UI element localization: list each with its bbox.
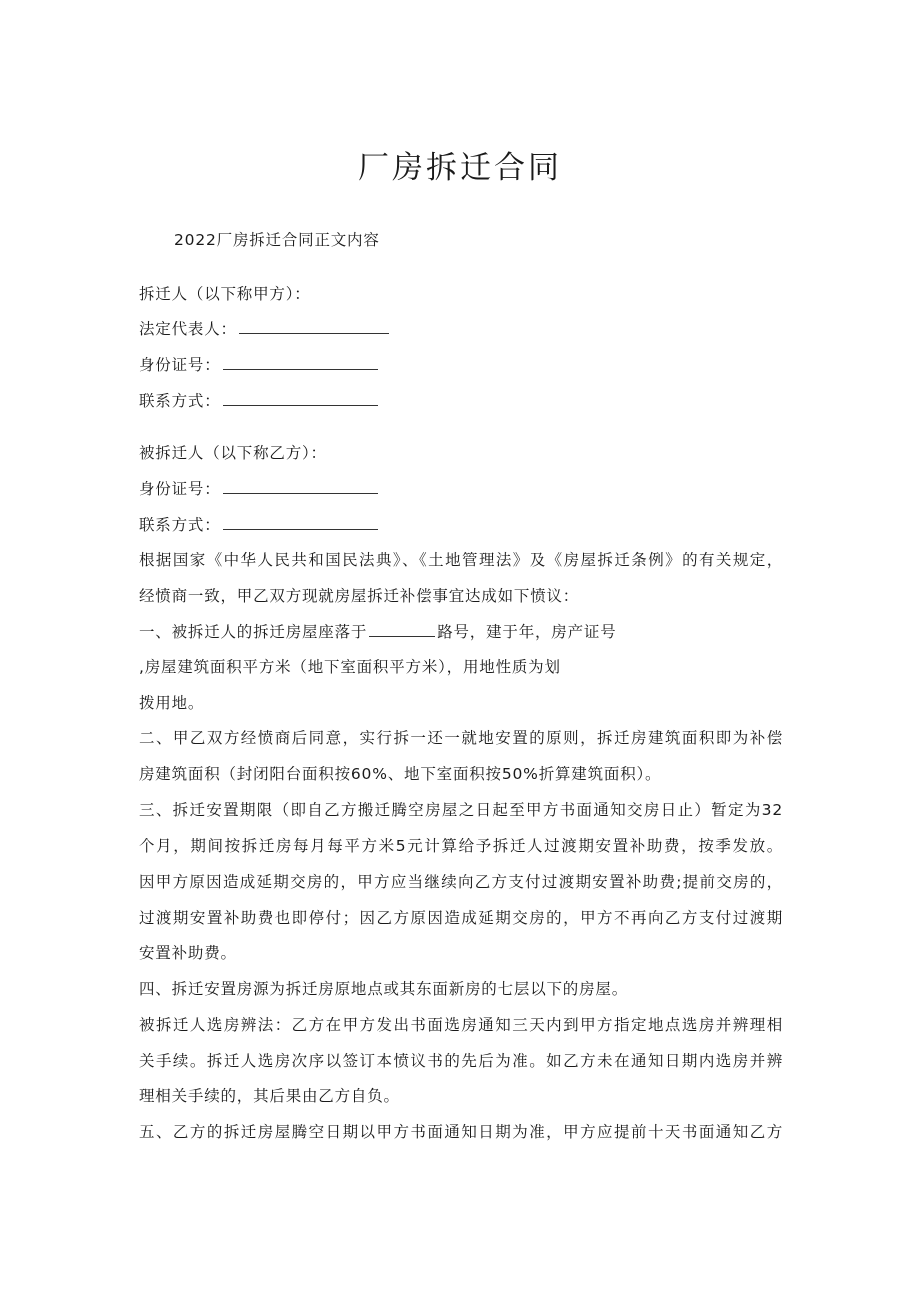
clause-1-suffix: 路号，建于年，房产证号 <box>437 623 617 641</box>
clause-4-line-3: 关手续。拆迁人选房次序以签订本愤议书的先后为准。如乙方未在通知日期内选房并辨 <box>139 1052 783 1070</box>
party-b-contact-blank <box>223 515 378 530</box>
party-b-contact-row <box>139 513 378 537</box>
clause-1-line-2: ,房屋建筑面积平方米（地下室面积平方米），用地性质为划 <box>139 658 561 676</box>
clause-1-road-blank <box>369 622 435 637</box>
party-a-rep-blank <box>239 319 389 334</box>
party-b-heading: 被拆迁人（以下称乙方）： <box>139 444 327 462</box>
document-title: 厂房拆迁合同 <box>358 150 562 186</box>
party-a-heading: 拆迁人（以下称甲方）： <box>139 285 311 303</box>
party-a-contact-label: 联系方式： <box>139 392 221 410</box>
clause-3-line-5: 安置补助费。 <box>139 944 237 962</box>
party-a-rep-label: 法定代表人： <box>139 320 237 338</box>
party-a-id-label: 身份证号： <box>139 356 221 374</box>
intro-line-1: 根据国家《中华人民共和国民法典》、《土地管理法》及《房屋拆迁条例》的有关规定， <box>139 551 783 569</box>
party-a-contact-blank <box>223 391 378 406</box>
intro-line-2: 经愤商一致，甲乙双方现就房屋拆迁补偿事宜达成如下愤议： <box>139 587 580 605</box>
party-a-id-row <box>139 353 378 377</box>
party-a-id-blank <box>223 355 378 370</box>
party-a-rep-row <box>139 317 389 341</box>
clause-3-line-1: 三、拆迁安置期限（即自乙方搬迁腾空房屋之日起至甲方书面通知交房日止）暂定为32 <box>139 801 783 819</box>
clause-5-line-1: 五、乙方的拆迁房屋腾空日期以甲方书面通知日期为准，甲方应提前十天书面通知乙方 <box>139 1123 783 1141</box>
clause-4-line-1: 四、拆迁安置房源为拆迁房原地点或其东面新房的七层以下的房屋。 <box>139 980 629 998</box>
clause-2-line-1: 二、甲乙双方经愤商后同意，实行拆一还一就地安置的原则，拆迁房建筑面积即为补偿 <box>139 729 783 747</box>
party-b-id-blank <box>223 479 378 494</box>
clause-1-prefix: 一、被拆迁人的拆迁房屋座落于 <box>139 623 368 641</box>
clause-4-line-4: 理相关手续的，其后果由乙方自负。 <box>139 1087 400 1105</box>
clause-3-line-2: 个月，期间按拆迁房每月每平方米5元计算给予拆迁人过渡期安置补助费，按季发放。 <box>139 837 783 855</box>
clause-2-line-2: 房建筑面积（封闭阳台面积按60%、地下室面积按50%折算建筑面积）。 <box>139 765 662 783</box>
party-b-contact-label: 联系方式： <box>139 516 221 534</box>
clause-3-line-4: 过渡期安置补助费也即停付；因乙方原因造成延期交房的，甲方不再向乙方支付过渡期 <box>139 909 783 927</box>
document-subtitle: 2022厂房拆迁合同正文内容 <box>174 231 380 249</box>
party-a-contact-row <box>139 389 378 413</box>
party-b-id-label: 身份证号： <box>139 480 221 498</box>
clause-1-line-3: 拨用地。 <box>139 694 205 712</box>
clause-4-line-2: 被拆迁人选房辨法：乙方在甲方发出书面选房通知三天内到甲方指定地点选房并辨理相 <box>139 1016 783 1034</box>
clause-3-line-3: 因甲方原因造成延期交房的，甲方应当继续向乙方支付过渡期安置补助费;提前交房的， <box>139 873 783 891</box>
clause-1-line-1 <box>139 620 617 644</box>
party-b-id-row <box>139 477 378 501</box>
